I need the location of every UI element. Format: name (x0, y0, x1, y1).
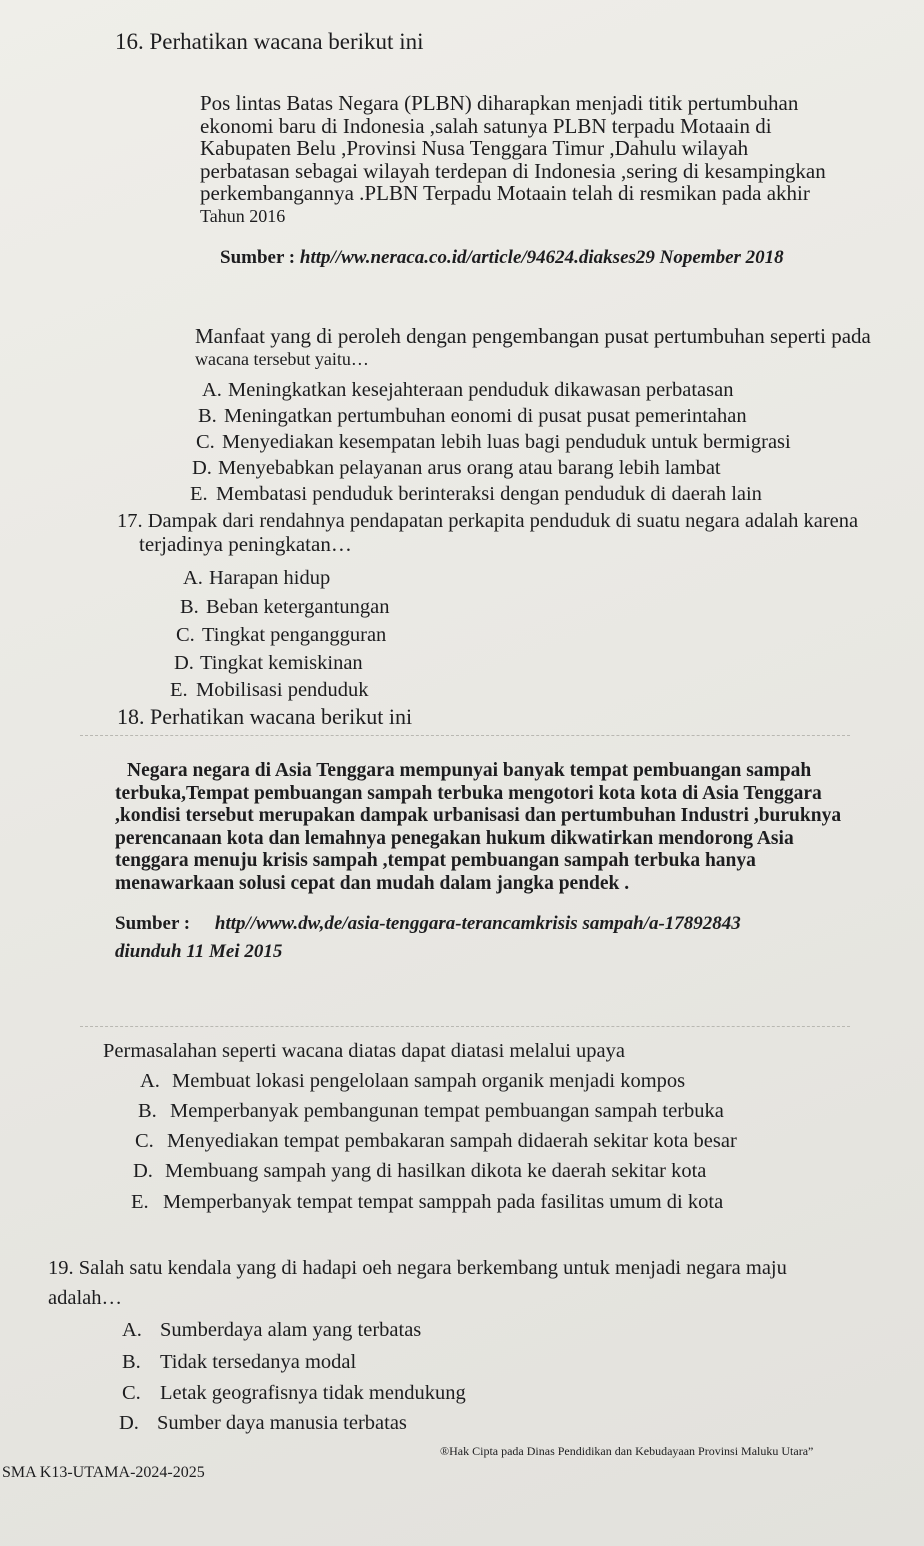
q18-passage (115, 760, 855, 895)
q18-passage-line: terbuka,Tempat pembuangan sampah terbuka mengotori kota kota di Asia Tenggara (115, 782, 822, 804)
option-text: Membatasi penduduk berinteraksi dengan penduduk di daerah lain (216, 483, 762, 505)
option-letter: A. (122, 1319, 142, 1341)
q16-stem (195, 325, 871, 371)
q16-source-url: http//ww.neraca.co.id/article/94624.diakses29 Nopember 2018 (299, 247, 784, 268)
option-letter: E. (131, 1191, 149, 1213)
q18-passage-line: Negara negara di Asia Tenggara mempunyai banyak tempat pembuangan sampah (127, 760, 812, 781)
q18-source-url: http//www.dw,de/asia-tenggara-terancamkrisis sampah/a-17892843 (214, 913, 741, 934)
q16-passage (200, 92, 860, 227)
q17-stem-line2: terjadinya peningkatan… (139, 532, 352, 556)
q16-passage-line: perkembangannya .PLBN Terpadu Motaain telah di resmikan pada akhir (200, 181, 810, 205)
option-text: Menyediakan kesempatan lebih luas bagi penduduk untuk bermigrasi (222, 431, 791, 453)
option-text: Tidak tersedanya modal (160, 1351, 357, 1373)
q16-option-a[interactable] (202, 378, 733, 402)
q18-source-date: diunduh 11 Mei 2015 (115, 941, 283, 962)
option-text: Menyebabkan pelayanan arus orang atau barang lebih lambat (218, 457, 721, 479)
q19-option-b[interactable] (122, 1350, 356, 1374)
q19-stem-line2: adalah… (48, 1287, 122, 1309)
q16-option-d[interactable] (192, 456, 721, 480)
q18-passage-line: tenggara menuju krisis sampah ,tempat pembuangan sampah terbuka hanya (115, 850, 756, 871)
option-text: Sumberdaya alam yang terbatas (160, 1319, 422, 1341)
q17-option-c[interactable] (176, 623, 386, 647)
q16-option-c[interactable] (196, 430, 791, 454)
option-text: Harapan hidup (209, 567, 331, 589)
q16-option-b[interactable] (198, 404, 747, 428)
q16-stem-line2: wacana tersebut yaitu… (195, 349, 369, 369)
q18-passage-line: ,kondisi tersebut merupakan dampak urbanisasi dan pertumbuhan Industri ,buruknya (115, 805, 842, 826)
q16-passage-line: Kabupaten Belu ,Provinsi Nusa Tenggara Timur ,Dahulu wilayah (200, 136, 749, 160)
option-text: Sumber daya manusia terbatas (157, 1412, 407, 1434)
option-letter: D. (174, 652, 194, 674)
option-text: Tingkat kemiskinan (200, 652, 363, 674)
q17-stem-line1: 17. Dampak dari rendahnya pendapatan perkapita penduduk di suatu negara adalah karena (117, 510, 859, 532)
q18-passage-line: perencanaan kota dan lemahnya penegakan hukum dikwatirkan mendorong Asia (115, 827, 794, 849)
q18-source-label: Sumber : (115, 913, 191, 934)
q18-heading: 18. Perhatikan wacana berikut ini (117, 704, 413, 729)
q18-option-a[interactable] (140, 1069, 685, 1093)
q18-passage-line: menawarkaan solusi cepat dan mudah dalam jangka pendek . (115, 872, 630, 894)
q16-source-label: Sumber : (220, 247, 296, 268)
q18-option-b[interactable] (138, 1099, 724, 1123)
option-text: Memperbanyak tempat tempat samppah pada fasilitas umum di kota (163, 1191, 724, 1213)
footer-exam-code: SMA K13-UTAMA-2024-2025 (2, 1464, 205, 1481)
option-text: Meningatkan pertumbuhan eonomi di pusat pusat pemerintahan (224, 405, 747, 427)
q16-passage-line: Tahun 2016 (200, 205, 286, 226)
option-text: Menyediakan tempat pembakaran sampah didaerah sekitar kota besar (167, 1130, 737, 1152)
option-letter: C. (122, 1382, 141, 1404)
option-letter: A. (140, 1070, 160, 1092)
option-letter: A. (183, 567, 203, 589)
q18-stem: Permasalahan seperti wacana diatas dapat diatasi melalui upaya (103, 1040, 625, 1062)
option-text: Tingkat pengangguran (202, 624, 387, 646)
q19-option-c[interactable] (122, 1381, 466, 1405)
q19-stem (48, 1253, 787, 1313)
option-text: Membuang sampah yang di hasilkan dikota ke daerah sekitar kota (165, 1160, 707, 1182)
q17-option-d[interactable] (174, 651, 363, 675)
option-letter: B. (122, 1351, 141, 1373)
q18-option-d[interactable] (133, 1159, 706, 1183)
q19-option-d[interactable] (119, 1411, 407, 1435)
q16-passage-line: Pos lintas Batas Negara (PLBN) diharapkan menjadi titik pertumbuhan (200, 91, 799, 115)
option-letter: B. (138, 1100, 157, 1122)
q18-option-c[interactable] (135, 1129, 737, 1153)
footer-copyright: ®Hak Cipta pada Dinas Pendidikan dan Kebudayaan Provinsi Maluku Utara” (440, 1444, 814, 1458)
q16-stem-line1: Manfaat yang di peroleh dengan pengembangan pusat pertumbuhan seperti pada (195, 324, 871, 348)
q16-heading: 16. Perhatikan wacana berikut ini (115, 29, 424, 54)
option-letter: D. (119, 1412, 139, 1434)
option-letter: B. (198, 405, 217, 427)
option-text: Memperbanyak pembangunan tempat pembuangan sampah terbuka (170, 1100, 724, 1122)
option-text: Beban ketergantungan (206, 596, 390, 618)
option-letter: E. (170, 679, 188, 701)
option-text: Mobilisasi penduduk (196, 679, 369, 701)
q16-passage-line: perbatasan sebagai wilayah terdepan di Indonesia ,sering di kesampingkan (200, 158, 826, 183)
option-letter: C. (176, 624, 195, 646)
q17-option-e[interactable] (170, 678, 369, 702)
q16-passage-line: ekonomi baru di Indonesia ,salah satunya PLBN terpadu Motaain di (200, 113, 772, 138)
option-text: Membuat lokasi pengelolaan sampah organik menjadi kompos (172, 1070, 686, 1092)
q18-source (115, 912, 741, 936)
q16-option-e[interactable] (190, 482, 762, 506)
option-letter: E. (190, 483, 208, 505)
option-letter: B. (180, 596, 199, 618)
option-letter: A. (202, 379, 222, 401)
option-letter: D. (192, 457, 212, 479)
option-letter: D. (133, 1160, 153, 1182)
q17-stem (117, 510, 858, 556)
q17-option-b[interactable] (180, 595, 390, 619)
option-letter: C. (196, 431, 215, 453)
q16-source (220, 246, 784, 270)
q19-option-a[interactable] (122, 1318, 421, 1342)
option-text: Letak geografisnya tidak mendukung (160, 1382, 466, 1404)
option-text: Meningkatkan kesejahteraan penduduk dikawasan perbatasan (228, 379, 734, 401)
q17-option-a[interactable] (183, 566, 330, 590)
q19-stem-line1: 19. Salah satu kendala yang di hadapi oeh negara berkembang untuk menjadi negara maju (48, 1257, 787, 1279)
option-letter: C. (135, 1130, 154, 1152)
q18-option-e[interactable] (131, 1190, 723, 1214)
